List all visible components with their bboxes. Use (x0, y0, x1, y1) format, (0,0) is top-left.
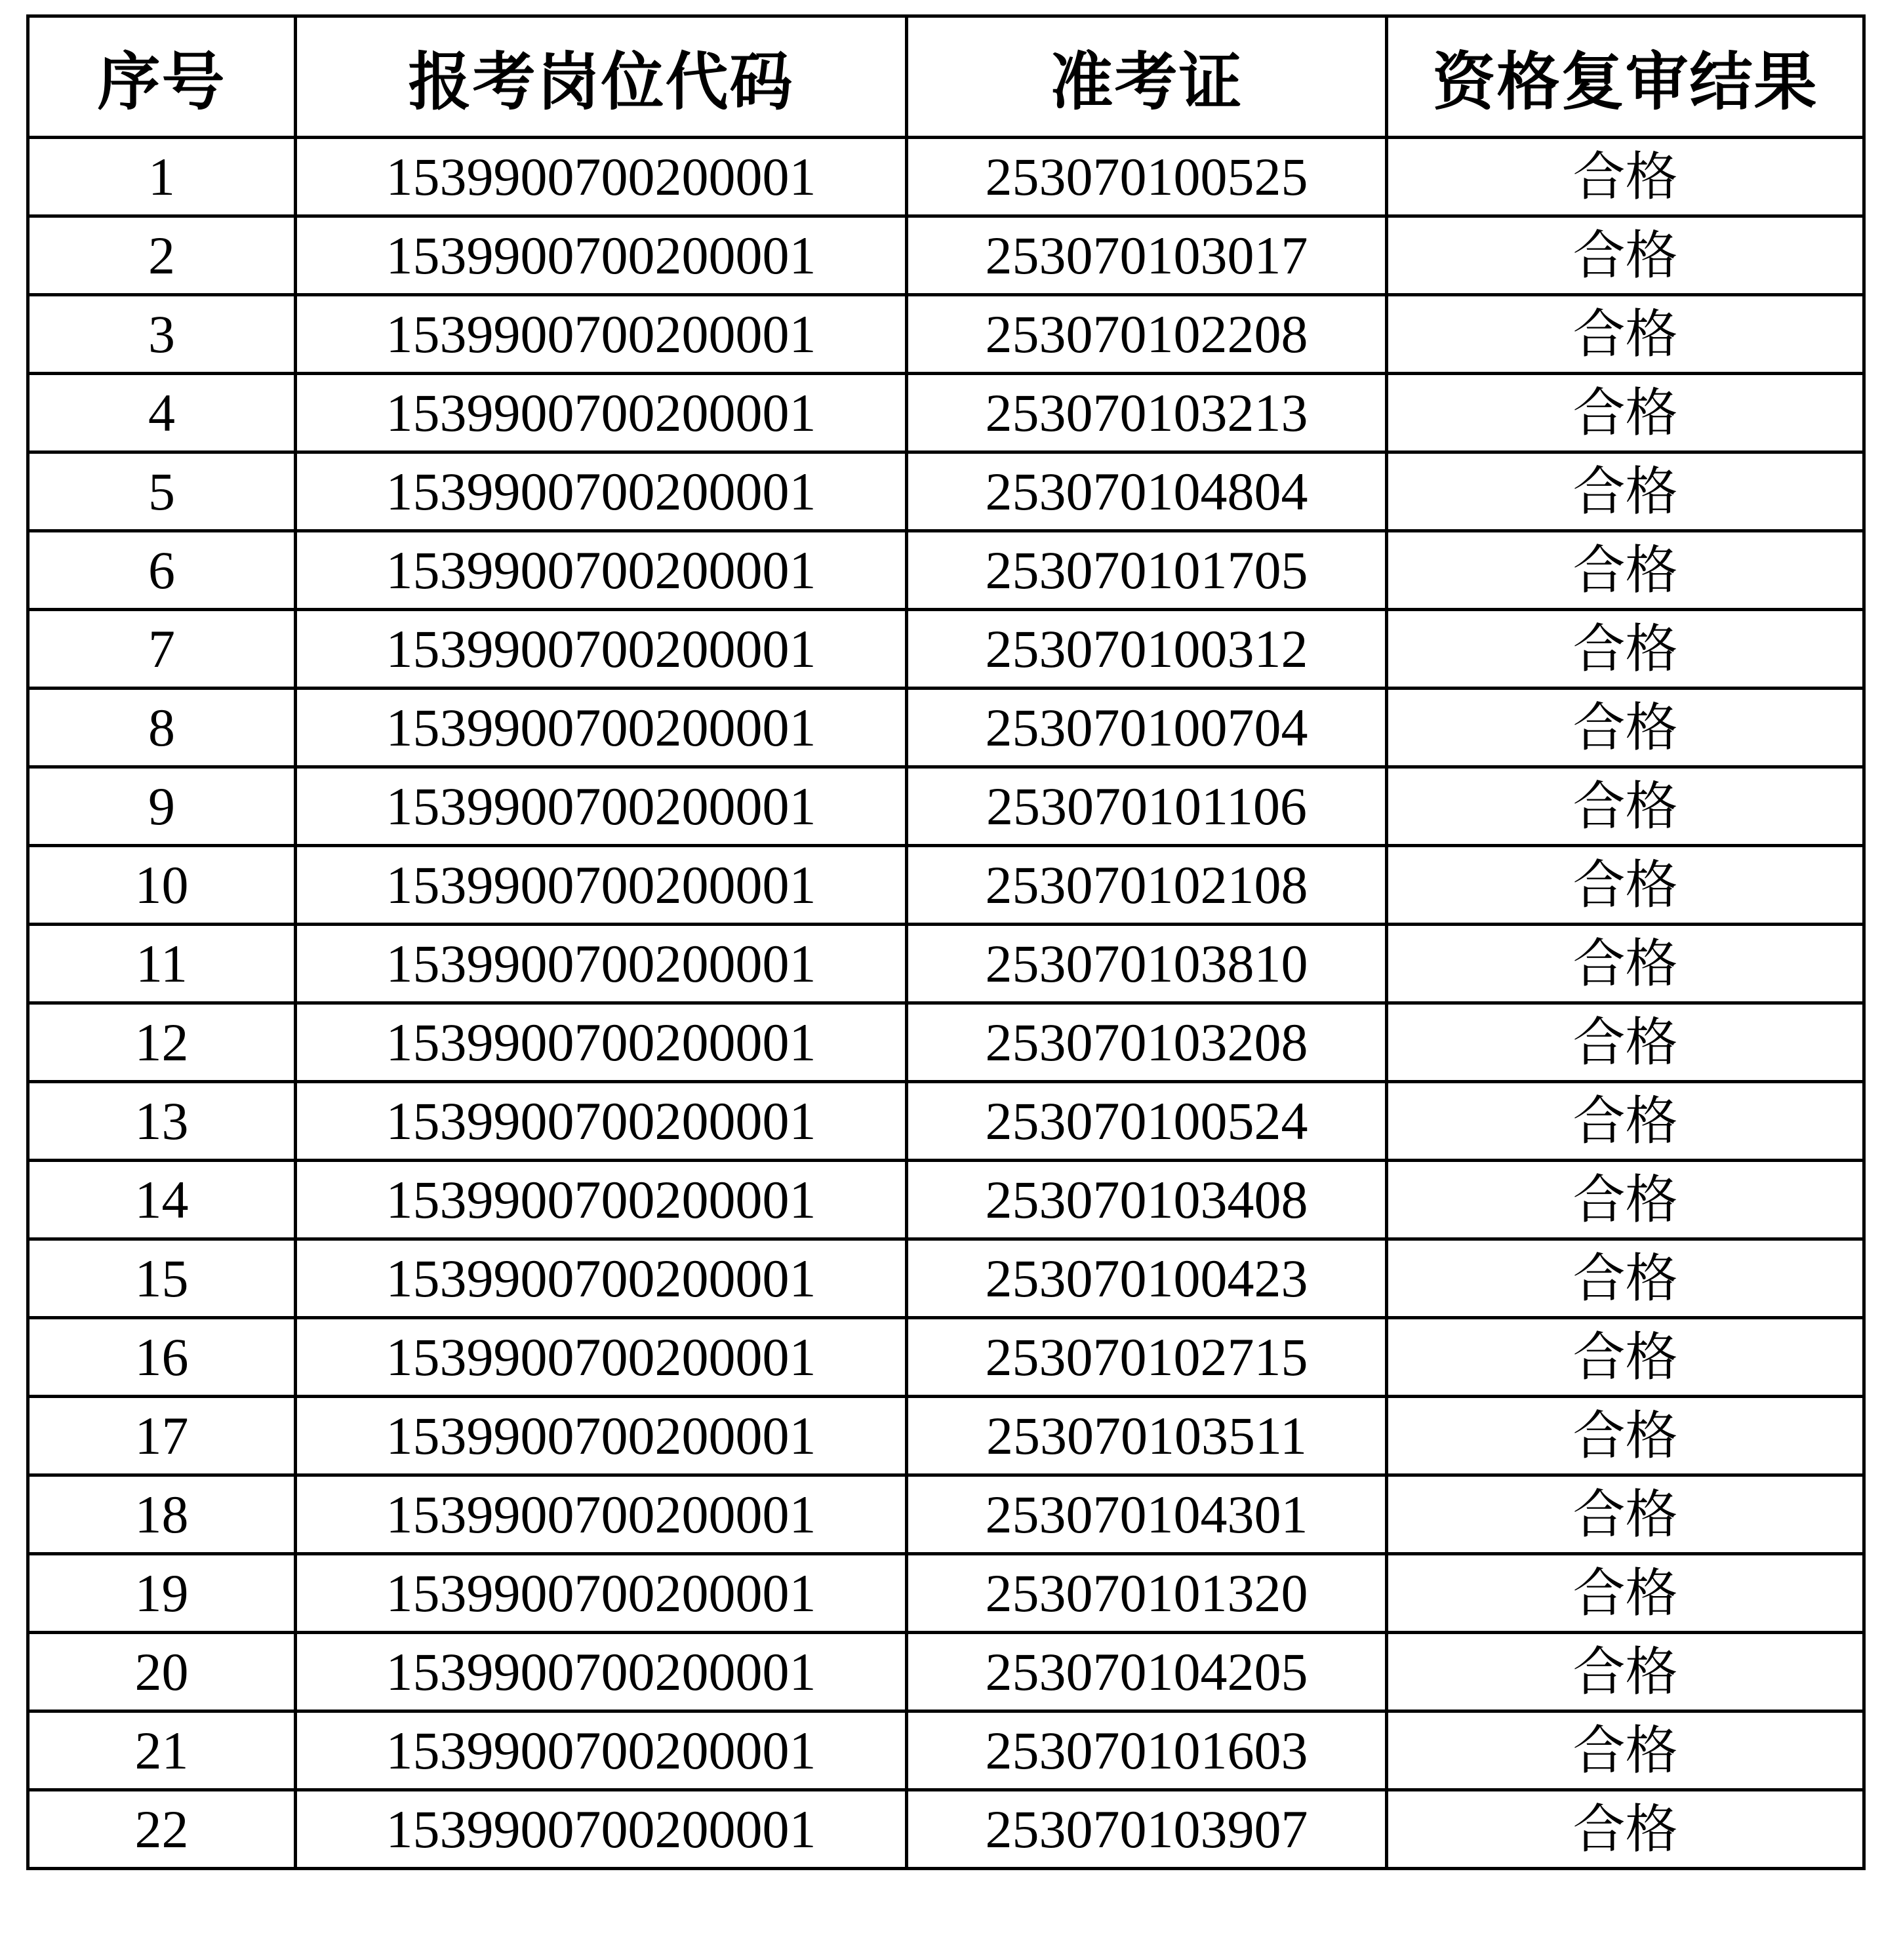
table-header (28, 16, 1864, 138)
cell-serial-number: 20 (28, 1633, 296, 1711)
cell-position-code: 1539900700200001 (296, 1790, 907, 1869)
table-row (28, 1790, 1864, 1869)
table-row (28, 925, 1864, 1003)
cell-position-code: 1539900700200001 (296, 295, 907, 374)
cell-review-result: 合格 (1387, 846, 1864, 925)
cell-admission-ticket: 253070103213 (907, 374, 1387, 452)
cell-review-result: 合格 (1387, 610, 1864, 689)
cell-serial-number: 14 (28, 1161, 296, 1239)
table-row (28, 374, 1864, 452)
cell-admission-ticket: 253070100312 (907, 610, 1387, 689)
cell-admission-ticket: 253070102715 (907, 1318, 1387, 1397)
cell-position-code: 1539900700200001 (296, 1003, 907, 1082)
cell-admission-ticket: 253070103511 (907, 1397, 1387, 1475)
cell-position-code: 1539900700200001 (296, 1633, 907, 1711)
cell-position-code: 1539900700200001 (296, 610, 907, 689)
cell-serial-number: 6 (28, 531, 296, 610)
table-row (28, 1239, 1864, 1318)
cell-position-code: 1539900700200001 (296, 767, 907, 846)
cell-review-result: 合格 (1387, 138, 1864, 216)
cell-position-code: 1539900700200001 (296, 1475, 907, 1554)
cell-review-result: 合格 (1387, 1711, 1864, 1790)
table-row (28, 1318, 1864, 1397)
table-row (28, 452, 1864, 531)
cell-serial-number: 13 (28, 1082, 296, 1161)
cell-admission-ticket: 253070101106 (907, 767, 1387, 846)
cell-serial-number: 9 (28, 767, 296, 846)
cell-position-code: 1539900700200001 (296, 846, 907, 925)
cell-serial-number: 5 (28, 452, 296, 531)
table-row (28, 1475, 1864, 1554)
cell-position-code: 1539900700200001 (296, 452, 907, 531)
cell-position-code: 1539900700200001 (296, 1318, 907, 1397)
cell-admission-ticket: 253070100524 (907, 1082, 1387, 1161)
cell-review-result: 合格 (1387, 767, 1864, 846)
cell-review-result: 合格 (1387, 295, 1864, 374)
cell-position-code: 1539900700200001 (296, 1554, 907, 1633)
cell-position-code: 1539900700200001 (296, 1161, 907, 1239)
cell-admission-ticket: 253070104205 (907, 1633, 1387, 1711)
cell-review-result: 合格 (1387, 925, 1864, 1003)
cell-review-result: 合格 (1387, 216, 1864, 295)
cell-review-result: 合格 (1387, 1003, 1864, 1082)
cell-admission-ticket: 253070101705 (907, 531, 1387, 610)
cell-position-code: 1539900700200001 (296, 1397, 907, 1475)
cell-serial-number: 18 (28, 1475, 296, 1554)
table-body (28, 138, 1864, 1869)
cell-admission-ticket: 253070102208 (907, 295, 1387, 374)
cell-serial-number: 12 (28, 1003, 296, 1082)
cell-position-code: 1539900700200001 (296, 1082, 907, 1161)
table-row (28, 689, 1864, 767)
cell-serial-number: 15 (28, 1239, 296, 1318)
cell-review-result: 合格 (1387, 1239, 1864, 1318)
cell-admission-ticket: 253070100423 (907, 1239, 1387, 1318)
table-row (28, 1161, 1864, 1239)
cell-serial-number: 10 (28, 846, 296, 925)
header-serial-number: 序号 (28, 16, 296, 138)
cell-serial-number: 7 (28, 610, 296, 689)
cell-serial-number: 22 (28, 1790, 296, 1869)
cell-admission-ticket: 253070104301 (907, 1475, 1387, 1554)
cell-position-code: 1539900700200001 (296, 374, 907, 452)
cell-serial-number: 8 (28, 689, 296, 767)
cell-serial-number: 19 (28, 1554, 296, 1633)
table-row (28, 610, 1864, 689)
table-row (28, 531, 1864, 610)
table-row (28, 1554, 1864, 1633)
cell-admission-ticket: 253070103810 (907, 925, 1387, 1003)
cell-admission-ticket: 253070104804 (907, 452, 1387, 531)
table-row (28, 216, 1864, 295)
cell-admission-ticket: 253070100704 (907, 689, 1387, 767)
cell-admission-ticket: 253070101320 (907, 1554, 1387, 1633)
cell-serial-number: 11 (28, 925, 296, 1003)
cell-review-result: 合格 (1387, 452, 1864, 531)
cell-admission-ticket: 253070101603 (907, 1711, 1387, 1790)
table-row (28, 767, 1864, 846)
table-row (28, 1711, 1864, 1790)
cell-position-code: 1539900700200001 (296, 216, 907, 295)
table-row (28, 295, 1864, 374)
results-document (26, 14, 1866, 1870)
cell-review-result: 合格 (1387, 1161, 1864, 1239)
cell-review-result: 合格 (1387, 689, 1864, 767)
table-row (28, 1082, 1864, 1161)
cell-serial-number: 21 (28, 1711, 296, 1790)
cell-serial-number: 17 (28, 1397, 296, 1475)
cell-serial-number: 1 (28, 138, 296, 216)
header-position-code: 报考岗位代码 (296, 16, 907, 138)
cell-review-result: 合格 (1387, 1790, 1864, 1869)
cell-admission-ticket: 253070103907 (907, 1790, 1387, 1869)
cell-position-code: 1539900700200001 (296, 531, 907, 610)
table-row (28, 1633, 1864, 1711)
cell-review-result: 合格 (1387, 1397, 1864, 1475)
cell-admission-ticket: 253070103408 (907, 1161, 1387, 1239)
cell-serial-number: 2 (28, 216, 296, 295)
cell-position-code: 1539900700200001 (296, 138, 907, 216)
cell-admission-ticket: 253070100525 (907, 138, 1387, 216)
cell-admission-ticket: 253070102108 (907, 846, 1387, 925)
cell-review-result: 合格 (1387, 1633, 1864, 1711)
header-row (28, 16, 1864, 138)
cell-admission-ticket: 253070103017 (907, 216, 1387, 295)
cell-position-code: 1539900700200001 (296, 925, 907, 1003)
cell-position-code: 1539900700200001 (296, 689, 907, 767)
table-row (28, 138, 1864, 216)
cell-review-result: 合格 (1387, 374, 1864, 452)
cell-review-result: 合格 (1387, 1318, 1864, 1397)
cell-review-result: 合格 (1387, 1475, 1864, 1554)
cell-review-result: 合格 (1387, 1554, 1864, 1633)
header-review-result: 资格复审结果 (1387, 16, 1864, 138)
cell-admission-ticket: 253070103208 (907, 1003, 1387, 1082)
table-row (28, 1397, 1864, 1475)
cell-serial-number: 3 (28, 295, 296, 374)
cell-serial-number: 16 (28, 1318, 296, 1397)
header-admission-ticket: 准考证 (907, 16, 1387, 138)
table-row (28, 846, 1864, 925)
table-row (28, 1003, 1864, 1082)
cell-position-code: 1539900700200001 (296, 1711, 907, 1790)
cell-position-code: 1539900700200001 (296, 1239, 907, 1318)
cell-review-result: 合格 (1387, 1082, 1864, 1161)
cell-serial-number: 4 (28, 374, 296, 452)
qualification-review-table (26, 14, 1866, 1870)
cell-review-result: 合格 (1387, 531, 1864, 610)
